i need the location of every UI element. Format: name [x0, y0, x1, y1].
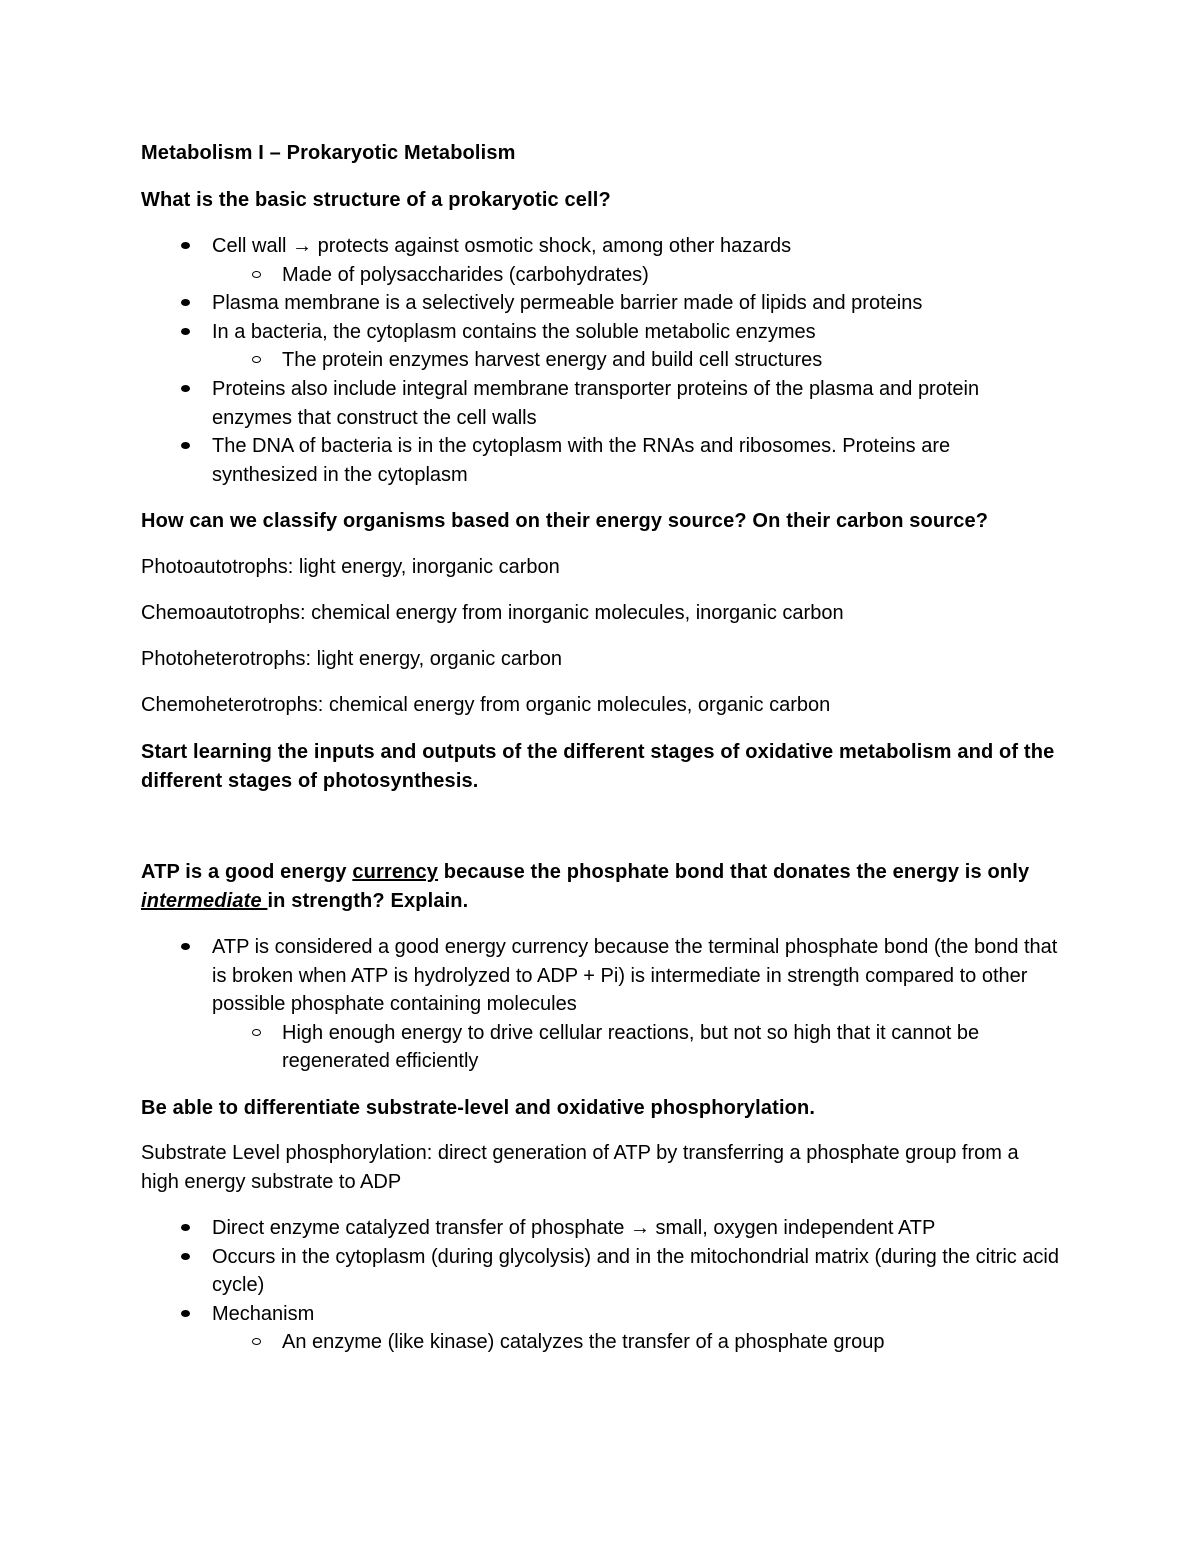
list-item: [141, 261, 1061, 290]
list-item-text: High enough energy to drive cellular reactions, but not so high that it cannot be regenerated efficiently: [282, 1021, 980, 1073]
list-item: [141, 232, 1061, 261]
document-title: Metabolism I – Prokaryotic Metabolism: [141, 142, 516, 164]
list-item-text: Occurs in the cytoplasm (during glycolysis) and in the mitochondrial matrix (during the citric acid cycle): [212, 1245, 1060, 1297]
list-item: [141, 432, 1061, 489]
hollow-bullet-icon: [252, 271, 261, 278]
classification-photoautotrophs: Photoautotrophs: light energy, inorganic carbon: [141, 556, 560, 578]
list-item-text: An enzyme (like kinase) catalyzes the transfer of a phosphate group: [282, 1331, 885, 1354]
atp-question-part1: ATP is a good energy: [141, 861, 353, 883]
list-item: [141, 1243, 1061, 1300]
bullet-icon: [181, 943, 190, 950]
structure-list: [141, 232, 1061, 489]
hollow-bullet-icon: [252, 1338, 261, 1345]
list-item: [141, 1300, 1061, 1329]
atp-question-part3: in strength? Explain.: [267, 889, 469, 912]
bullet-icon: [181, 1224, 190, 1231]
atp-question: [141, 858, 1061, 915]
list-item: [141, 933, 1061, 1019]
bullet-icon: [181, 1253, 190, 1260]
classification-chemoheterotrophs: Chemoheterotrophs: chemical energy from organic molecules, organic carbon: [141, 694, 831, 716]
bullet-icon: [181, 1310, 190, 1317]
classify-question: How can we classify organisms based on their energy source? On their carbon source?: [141, 510, 989, 532]
substrate-level-definition: Substrate Level phosphorylation: direct generation of ATP by transferring a phosphate group from a high energy substrate to ADP: [141, 1142, 1019, 1193]
bullet-icon: [181, 442, 190, 449]
list-item: [141, 318, 1061, 347]
list-item-text: Mechanism: [212, 1302, 315, 1325]
learning-heading: Start learning the inputs and outputs of the different stages of oxidative metabolism and of the different stages of photosynthesis.: [141, 741, 1055, 792]
list-item: [141, 289, 1061, 318]
hollow-bullet-icon: [252, 1029, 261, 1036]
bullet-icon: [181, 242, 190, 249]
classification-photoheterotrophs: Photoheterotrophs: light energy, organic carbon: [141, 648, 563, 670]
list-item-text: The protein enzymes harvest energy and build cell structures: [282, 349, 823, 372]
list-item: [141, 1019, 1061, 1076]
list-item: [141, 346, 1061, 375]
atp-question-part2: because the phosphate bond that donates the energy is only: [438, 861, 1030, 883]
atp-list: [141, 933, 1061, 1076]
list-item-text: Direct enzyme catalyzed transfer of phosphate → small, oxygen independent ATP: [212, 1217, 936, 1239]
phosphorylation-list: [141, 1214, 1061, 1357]
list-item: [141, 375, 1061, 432]
list-item-text: Plasma membrane is a selectively permeable barrier made of lipids and proteins: [212, 292, 923, 315]
classification-chemoautotrophs: Chemoautotrophs: chemical energy from inorganic molecules, inorganic carbon: [141, 602, 844, 624]
list-item: [141, 1328, 1061, 1357]
list-item-text: Made of polysaccharides (carbohydrates): [282, 263, 649, 286]
hollow-bullet-icon: [252, 356, 261, 363]
bullet-icon: [181, 328, 190, 335]
bullet-icon: [181, 385, 190, 392]
structure-question: What is the basic structure of a prokaryotic cell?: [141, 189, 611, 211]
list-item: [141, 1214, 1061, 1243]
atp-question-currency: currency: [352, 861, 439, 883]
list-item-text: The DNA of bacteria is in the cytoplasm with the RNAs and ribosomes. Proteins are synthesized in the cytoplasm: [212, 435, 951, 486]
list-item-text: Cell wall → protects against osmotic shock, among other hazards: [212, 235, 792, 257]
list-item-text: ATP is considered a good energy currency because the terminal phosphate bond (the bond that is broken when ATP is hydrolyzed to ADP + Pi) is intermediate in strength compared to other possible phosphate containing molecules: [212, 936, 1058, 1016]
phosphorylation-heading: Be able to differentiate substrate-level and oxidative phosphorylation.: [141, 1097, 816, 1119]
list-item-text: Proteins also include integral membrane transporter proteins of the plasma and protein enzymes that construct the cell walls: [212, 377, 980, 429]
list-item-text: In a bacteria, the cytoplasm contains the soluble metabolic enzymes: [212, 320, 816, 343]
atp-question-intermediate: intermediate: [141, 889, 268, 912]
bullet-icon: [181, 299, 190, 306]
